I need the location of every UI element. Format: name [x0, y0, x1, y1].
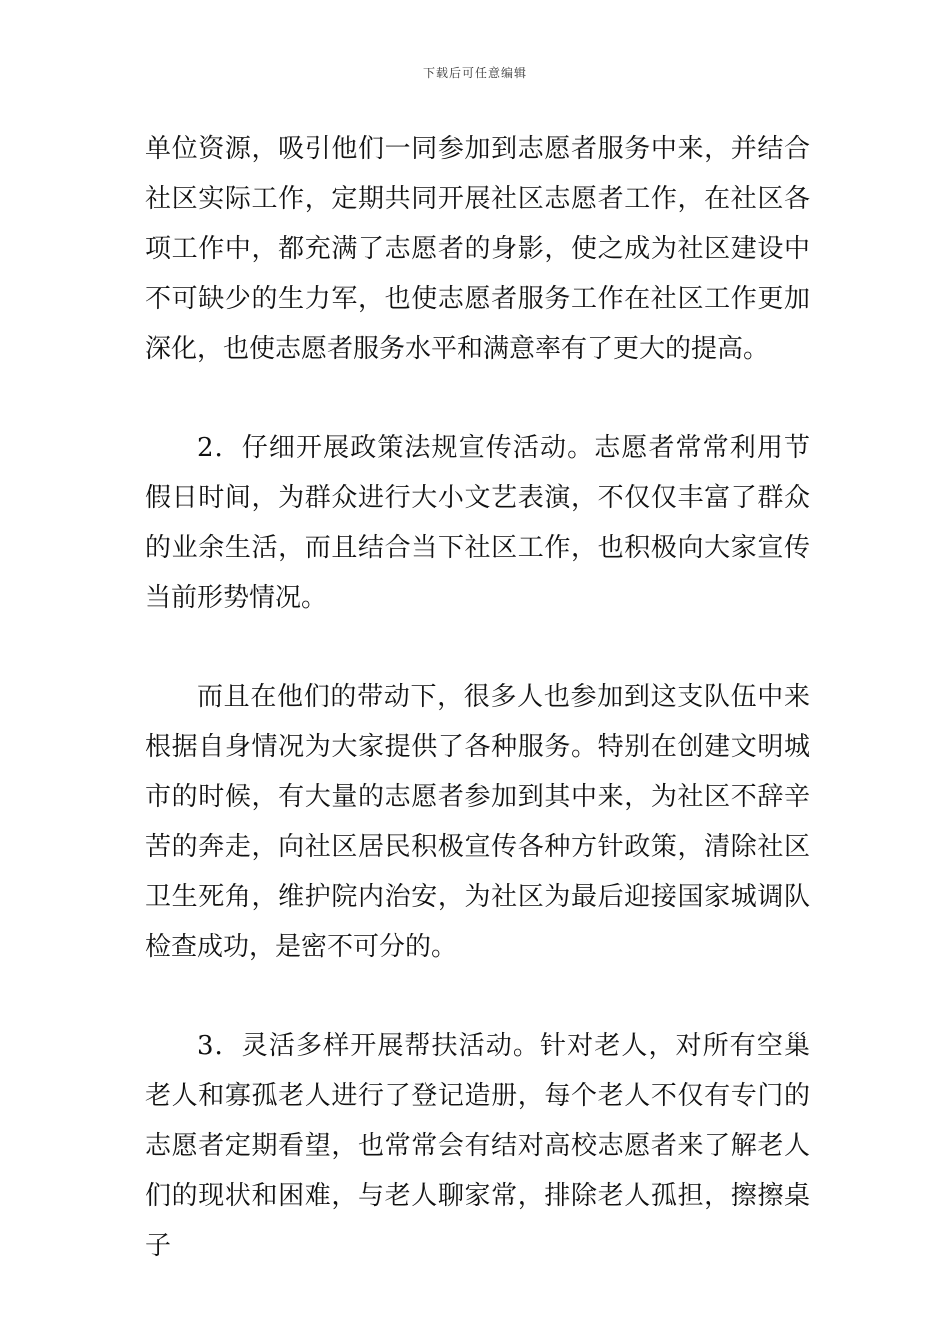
paragraph-item-2: 2．仔细开展政策法规宣传活动。志愿者常常利用节假日时间，为群众进行大小文艺表演，不仅仅丰富了群众的业余生活，而且结合当下社区工作，也积极向大家宣传当前形势情况。: [145, 433, 810, 613]
page-header: 下载后可任意编辑: [422, 66, 527, 80]
document-body: [145, 124, 810, 1271]
paragraph-continuation: 单位资源，吸引他们一同参加到志愿者服务中来，并结合社区实际工作，定期共同开展社区志愿者工作，在社区各项工作中，都充满了志愿者的身影，使之成为社区建设中不可缺少的生力军，也使志愿者服务工作在社区工作更加深化，也使志愿者服务水平和满意率有了更大的提高。: [145, 134, 810, 364]
paragraph-item-3: 3．灵活多样开展帮扶活动。针对老人，对所有空巢老人和寡孤老人进行了登记造册，每个老人不仅有专门的志愿者定期看望，也常常会有结对高校志愿者来了解老人们的现状和困难，与老人聊家常，排除老人孤担，擦擦桌子: [145, 1031, 810, 1261]
paragraph-volunteers: 而且在他们的带动下，很多人也参加到这支队伍中来根据自身情况为大家提供了各种服务。特别在创建文明城市的时候，有大量的志愿者参加到其中来，为社区不辞辛苦的奔走，向社区居民积极宣传各种方针政策，清除社区卫生死角，维护院内治安，为社区为最后迎接国家城调队检查成功，是密不可分的。: [145, 682, 810, 962]
